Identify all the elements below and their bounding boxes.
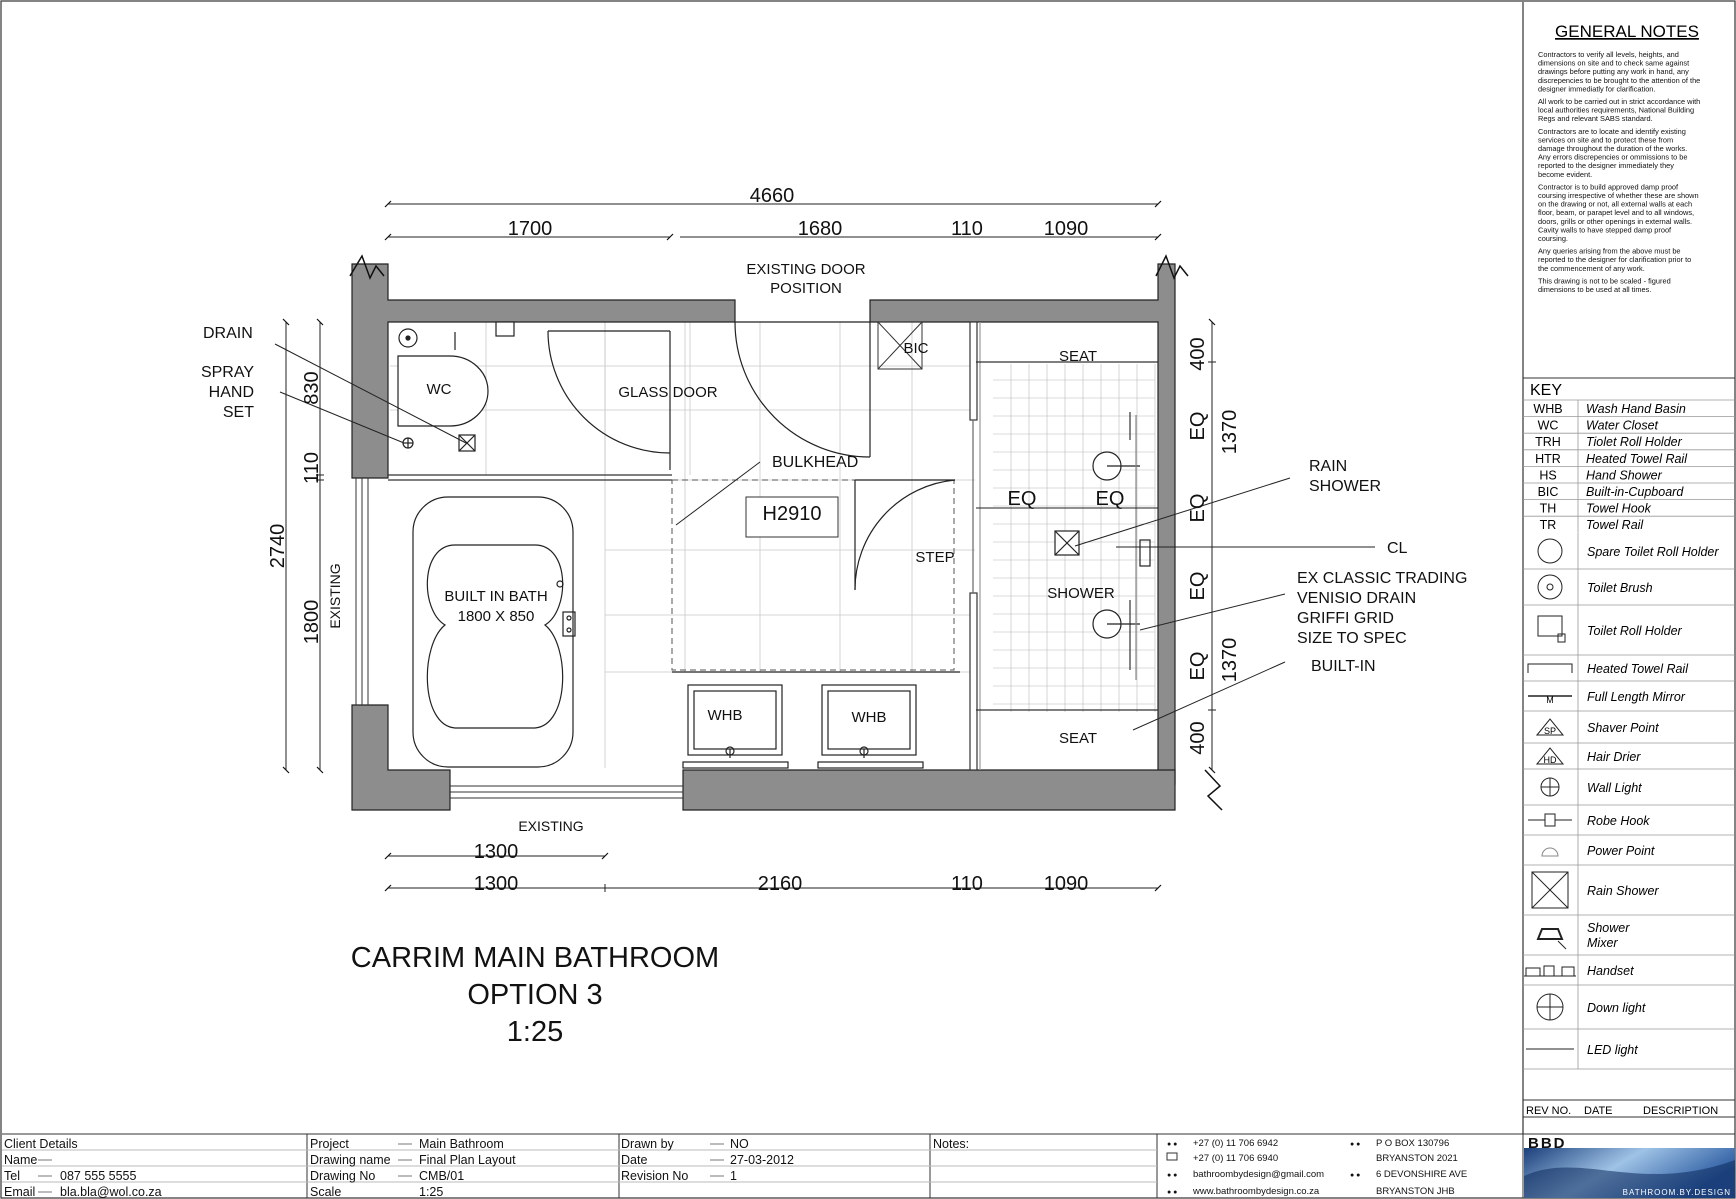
general-note-line: Any errors discrepencies or ommissions to be bbox=[1538, 152, 1688, 162]
client-tel-value: 087 555 5555 bbox=[60, 1169, 137, 1183]
key-symbol-label: Power Point bbox=[1587, 844, 1655, 858]
partitions bbox=[388, 322, 1158, 770]
general-note-line: Cavity walls to have stepped damp proof bbox=[1538, 225, 1672, 235]
key-abbr-desc: Tiolet Roll Holder bbox=[1586, 435, 1682, 450]
key-abbr-code: TR bbox=[1539, 518, 1557, 533]
key-abbr-desc: Hand Shower bbox=[1586, 468, 1662, 483]
key-symbol-label: Toilet Brush bbox=[1587, 581, 1653, 595]
client-email-value: bla.bla@wol.co.za bbox=[60, 1185, 162, 1199]
dim-left-total: 2740 bbox=[267, 523, 289, 569]
key-symbol-label: Hair Drier bbox=[1587, 750, 1641, 764]
drawing-title: CARRIM MAIN BATHROOM bbox=[350, 942, 720, 974]
seat-top-label: SEAT bbox=[1058, 348, 1098, 365]
dim-bottom-4: 1090 bbox=[1043, 873, 1089, 895]
eq-right-4: EQ bbox=[1187, 651, 1209, 681]
client-tel-label: Tel bbox=[4, 1169, 20, 1183]
dim-right-3: 1370 bbox=[1219, 637, 1241, 683]
revision-no-label: Revision No bbox=[621, 1169, 689, 1183]
key-symbol-label: Mixer bbox=[1587, 936, 1618, 950]
address-1: P O BOX 130796 bbox=[1376, 1138, 1450, 1149]
key-symbol-label: LED light bbox=[1587, 1043, 1638, 1057]
general-note-line: doors, grills or other openings in external walls. bbox=[1538, 216, 1693, 226]
toilet-roll-holder-icon bbox=[1538, 616, 1565, 642]
full-length-mirror-icon bbox=[1528, 695, 1572, 705]
key-abbr-desc: Towel Rail bbox=[1586, 518, 1644, 533]
eq-row-2: EQ bbox=[1095, 488, 1125, 510]
general-note-line: Any queries arising from the above must be bbox=[1538, 246, 1681, 256]
key-symbol-label: Shaver Point bbox=[1587, 721, 1659, 735]
key-symbol-label: Heated Towel Rail bbox=[1587, 662, 1688, 676]
general-note-line: Contractors to verify all levels, heights, and bbox=[1538, 50, 1679, 59]
existing-left-label: EXISTING bbox=[327, 563, 343, 629]
rev-date-header: DATE bbox=[1584, 1105, 1613, 1117]
drain-spec-3: GRIFFI GRID bbox=[1297, 610, 1394, 627]
general-notes-heading: GENERAL NOTES bbox=[1555, 22, 1699, 41]
general-note-line: reported to the designer for clarification prior to bbox=[1538, 255, 1692, 265]
toilet-brush-icon bbox=[1538, 575, 1562, 599]
handset-icon bbox=[1524, 966, 1576, 976]
general-note-line: the commencement of any work. bbox=[1538, 263, 1645, 273]
dim-bottom-3: 110 bbox=[951, 873, 983, 895]
wall-light-icon bbox=[1541, 778, 1559, 796]
general-note-line: This drawing is not to be scaled - figured bbox=[1538, 276, 1671, 286]
bathroom-floor-plan bbox=[201, 185, 1467, 1048]
contact-phone-2: +27 (0) 11 706 6940 bbox=[1193, 1153, 1279, 1164]
address-bullet-icon-2: ● ● bbox=[1350, 1172, 1361, 1179]
eq-right-2: EQ bbox=[1187, 493, 1209, 523]
dim-right-4: 400 bbox=[1187, 721, 1209, 755]
general-note-line: become evident. bbox=[1538, 169, 1593, 179]
dim-overall: 4660 bbox=[749, 185, 795, 207]
email-icon: ● ● bbox=[1167, 1172, 1178, 1179]
robe-hook-icon bbox=[1528, 814, 1572, 826]
bath-size-label: 1800 X 850 bbox=[457, 608, 535, 625]
bbd-logo bbox=[1524, 1135, 1735, 1198]
key-symbol-label: Toilet Roll Holder bbox=[1587, 624, 1682, 638]
eq-right-3: EQ bbox=[1187, 571, 1209, 601]
drain-spec-1: EX CLASSIC TRADING bbox=[1297, 570, 1468, 587]
key-abbr-code: TRH bbox=[1535, 435, 1561, 450]
key-abbr-code: TH bbox=[1539, 501, 1557, 516]
hand-label: HAND bbox=[208, 384, 254, 401]
dim-bottom-a: 1300 bbox=[473, 841, 519, 863]
existing-door-label: EXISTING DOOR bbox=[746, 261, 866, 278]
scale-label: Scale bbox=[310, 1185, 342, 1199]
rain-shower-label: SHOWER bbox=[1309, 478, 1381, 495]
general-note-line: Regs and relevant SABS standard. bbox=[1538, 114, 1653, 124]
key-abbr-desc: Heated Towel Rail bbox=[1586, 451, 1687, 466]
key-symbol-label: Rain Shower bbox=[1587, 884, 1659, 898]
client-details-heading: Client Details bbox=[4, 1137, 78, 1151]
down-light-icon bbox=[1537, 994, 1563, 1020]
hair-drier-icon bbox=[1537, 748, 1563, 765]
key-symbol-label: Handset bbox=[1587, 964, 1634, 978]
dim-bottom-2: 2160 bbox=[757, 873, 803, 895]
drain-spec-4: SIZE TO SPEC bbox=[1297, 630, 1407, 647]
spray-label: SPRAY bbox=[200, 364, 254, 381]
key-legend-panel bbox=[1523, 382, 1735, 1117]
general-note-line: coursing. bbox=[1538, 234, 1568, 243]
eq-right-1: EQ bbox=[1187, 411, 1209, 441]
contact-web: www.bathroombydesign.co.za bbox=[1193, 1186, 1320, 1197]
bic-label: BIC bbox=[903, 340, 929, 357]
key-abbr-code: HTR bbox=[1535, 451, 1561, 466]
drawing-option: OPTION 3 bbox=[467, 979, 603, 1011]
dim-top-3: 110 bbox=[951, 218, 983, 240]
drawing-name-label: Drawing name bbox=[310, 1153, 391, 1167]
general-note-line: floor, beam, or parapet level and to all windows, bbox=[1538, 208, 1695, 218]
general-note-line: services on site and to protect these from bbox=[1538, 135, 1674, 145]
eq-row-1: EQ bbox=[1007, 488, 1037, 510]
dim-right-1: 400 bbox=[1187, 337, 1209, 371]
dim-top-1: 1700 bbox=[507, 218, 553, 240]
general-note-line: on the drawing or not, all external walls at each bbox=[1538, 199, 1693, 209]
built-in-bath bbox=[413, 497, 575, 767]
fax-icon bbox=[1167, 1153, 1177, 1160]
bulkhead-height-label: H2910 bbox=[762, 503, 822, 525]
project-label: Project bbox=[310, 1137, 349, 1151]
general-note-line: coursing irrespective of whether these are shown bbox=[1538, 191, 1699, 200]
logo-subtext: BATHROOM.BY.DESIGN bbox=[1622, 1188, 1731, 1197]
rain-shower-icon bbox=[1532, 872, 1568, 908]
revision-no-value: 1 bbox=[730, 1169, 737, 1183]
phone-icon: ● ● bbox=[1167, 1141, 1178, 1148]
address-3: 6 DEVONSHIRE AVE bbox=[1376, 1169, 1468, 1180]
drawing-no-value: CMB/01 bbox=[419, 1169, 465, 1183]
existing-openings bbox=[356, 478, 683, 798]
address-bullet-icon: ● ● bbox=[1350, 1141, 1361, 1148]
key-symbol-label: Robe Hook bbox=[1587, 814, 1650, 828]
key-abbr-code: WC bbox=[1537, 418, 1559, 433]
logo-text: BBD bbox=[1528, 1135, 1567, 1152]
general-note-line: Contractors are to locate and identify existing bbox=[1538, 126, 1686, 136]
contact-email: bathroombydesign@gmail.com bbox=[1193, 1169, 1325, 1180]
drawn-by-label: Drawn by bbox=[621, 1137, 674, 1151]
dim-left-1: 830 bbox=[301, 371, 323, 405]
date-value: 27-03-2012 bbox=[730, 1153, 794, 1167]
key-symbol-label: Spare Toilet Roll Holder bbox=[1587, 545, 1719, 559]
dim-top-4: 1090 bbox=[1043, 218, 1089, 240]
shaver-point-icon bbox=[1537, 719, 1563, 736]
date-label: Date bbox=[621, 1153, 648, 1167]
address-2: BRYANSTON 2021 bbox=[1376, 1153, 1458, 1164]
key-symbol-label: Wall Light bbox=[1587, 781, 1642, 795]
general-note-line: damage throughout the duration of the works. bbox=[1538, 144, 1688, 153]
spare-toilet-roll-holder-icon bbox=[1538, 539, 1562, 563]
seat-bottom-label: SEAT bbox=[1058, 730, 1098, 747]
client-email-label: Email bbox=[4, 1185, 36, 1199]
step-label: STEP bbox=[915, 549, 955, 566]
general-note-line: dimensions on site and to check same against bbox=[1538, 58, 1690, 68]
whb-label-1: WHB bbox=[707, 707, 743, 724]
bath-label: BUILT IN BATH bbox=[444, 588, 548, 605]
whb-label-2: WHB bbox=[851, 709, 887, 726]
position-label: POSITION bbox=[770, 280, 842, 297]
key-symbol-glyph: M bbox=[1546, 695, 1554, 705]
wc-label: WC bbox=[426, 381, 452, 398]
existing-bottom-label: EXISTING bbox=[518, 818, 584, 834]
bulkhead-label: BULKHEAD bbox=[772, 454, 859, 471]
key-symbol-glyph: SP bbox=[1543, 726, 1557, 736]
dim-left-3: 1800 bbox=[301, 599, 323, 645]
general-note-line: Contractor is to build approved damp proof bbox=[1538, 182, 1679, 192]
drawing-no-label: Drawing No bbox=[310, 1169, 376, 1183]
client-name-label: Name bbox=[4, 1153, 38, 1167]
key-abbr-code: HS bbox=[1539, 468, 1557, 483]
key-symbol-label: Down light bbox=[1587, 1001, 1646, 1015]
key-symbol-glyph: HD bbox=[1543, 755, 1557, 765]
key-abbr-desc: Wash Hand Basin bbox=[1586, 402, 1686, 416]
drain-label: DRAIN bbox=[203, 325, 253, 342]
title-block bbox=[2, 1134, 1735, 1199]
address-4: BRYANSTON JHB bbox=[1376, 1186, 1455, 1197]
general-note-line: local authorities requirements, National Building bbox=[1538, 105, 1695, 115]
key-abbr-desc: Built-in-Cupboard bbox=[1586, 485, 1684, 499]
general-note-line: drawings before putting any work in hand, any bbox=[1538, 67, 1689, 77]
dim-right-2: 1370 bbox=[1219, 409, 1241, 455]
general-note-line: reported to the designer immediately they bbox=[1538, 161, 1674, 171]
key-symbol-label: Shower bbox=[1587, 921, 1630, 935]
drawing-name-value: Final Plan Layout bbox=[419, 1153, 516, 1167]
key-abbr-desc: Water Closet bbox=[1586, 418, 1659, 433]
cl-label: CL bbox=[1387, 540, 1408, 557]
general-note-line: designer immediatly for clarification. bbox=[1538, 84, 1656, 94]
key-abbr-desc: Towel Hook bbox=[1586, 501, 1651, 516]
key-symbol-label: Full Length Mirror bbox=[1587, 690, 1685, 704]
dim-left-2: 110 bbox=[301, 452, 323, 484]
general-note-line: discrepencies to be brought to the attention of the bbox=[1538, 75, 1701, 85]
dim-top-2: 1680 bbox=[797, 218, 843, 240]
dim-bottom-1: 1300 bbox=[473, 873, 519, 895]
project-value: Main Bathroom bbox=[419, 1137, 504, 1151]
drawn-by-value: NO bbox=[730, 1137, 749, 1151]
power-point-icon bbox=[1542, 848, 1558, 856]
contact-phone-1: +27 (0) 11 706 6942 bbox=[1193, 1138, 1279, 1149]
glass-door-label: GLASS DOOR bbox=[618, 384, 718, 401]
key-abbr-code: WHB bbox=[1533, 402, 1563, 416]
drawing-scale: 1:25 bbox=[506, 1016, 564, 1048]
key-abbr-code: BIC bbox=[1537, 485, 1559, 499]
drain-spec-2: VENISIO DRAIN bbox=[1297, 590, 1417, 607]
shower-mixer-icon bbox=[1538, 929, 1566, 949]
rain-label: RAIN bbox=[1309, 458, 1348, 475]
general-note-line: dimensions to be used at all times. bbox=[1538, 285, 1652, 294]
key-heading: KEY bbox=[1530, 382, 1563, 399]
scale-value: 1:25 bbox=[419, 1185, 444, 1199]
shower-label: SHOWER bbox=[1047, 585, 1115, 602]
built-in-label: BUILT-IN bbox=[1311, 658, 1376, 675]
rev-description-header: DESCRIPTION bbox=[1643, 1105, 1719, 1117]
rev-no-header: REV NO. bbox=[1526, 1105, 1572, 1117]
heated-towel-rail-icon bbox=[1528, 664, 1572, 673]
set-label: SET bbox=[222, 404, 254, 421]
general-note-line: All work to be carried out in strict accordance with bbox=[1538, 97, 1701, 106]
notes-label: Notes: bbox=[933, 1137, 970, 1151]
web-icon: ● ● bbox=[1167, 1189, 1178, 1196]
wc-fixture bbox=[398, 322, 514, 451]
